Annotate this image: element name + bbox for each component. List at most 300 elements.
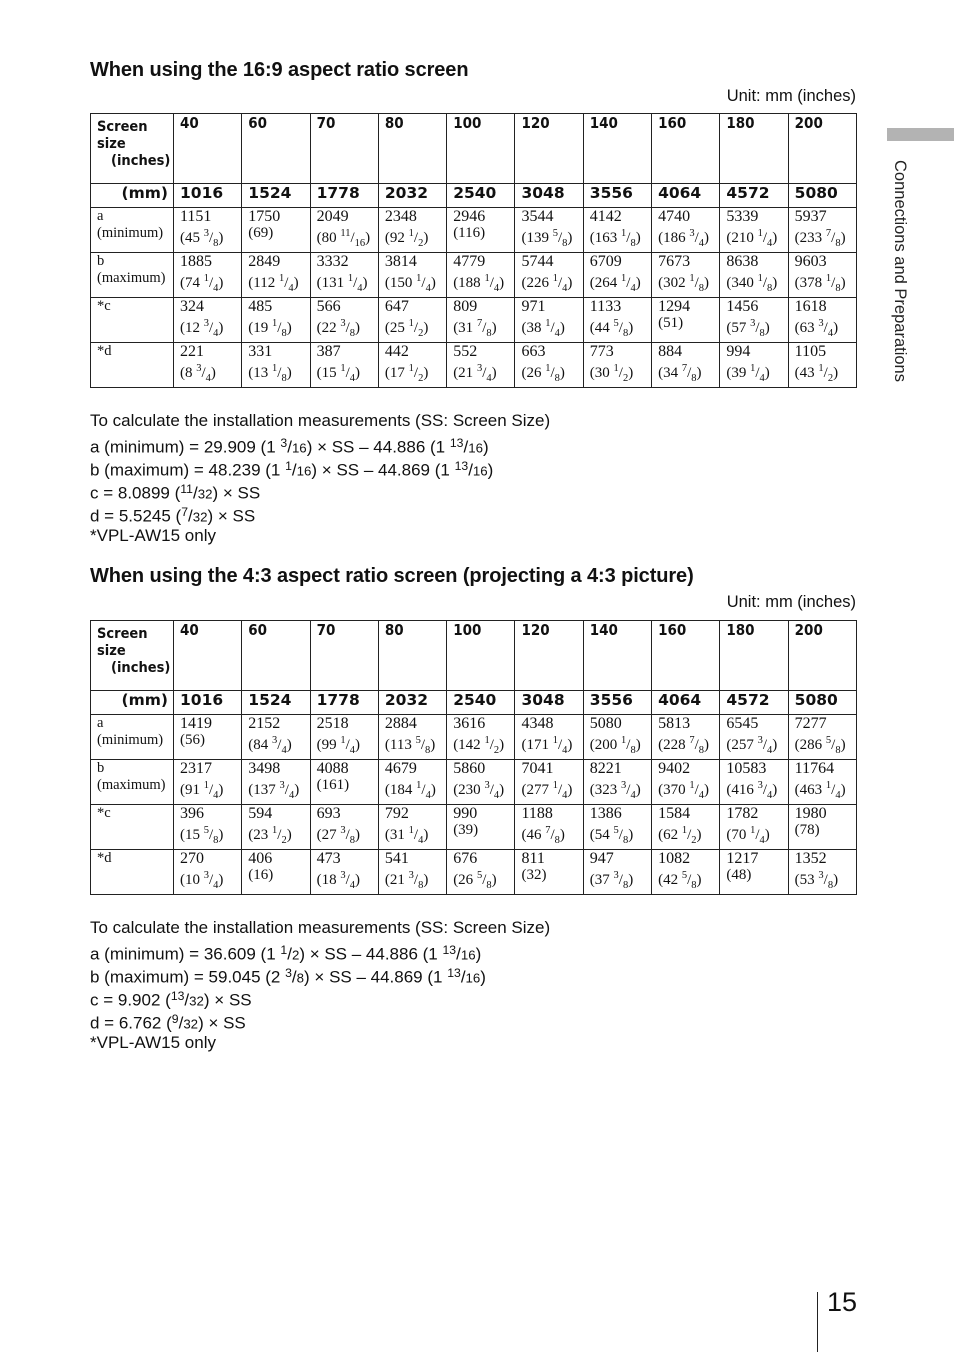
row-label-cell [91, 298, 174, 343]
value-mm: 1105 [794, 343, 827, 360]
row-label-main: *c [97, 298, 111, 314]
mm-cell: 2032 [378, 184, 446, 208]
inches-cell: 140 [583, 621, 651, 691]
row-label-cell [91, 208, 174, 253]
value-cell [788, 760, 856, 805]
value-inches: (463 $^1/_4$) [794, 780, 846, 801]
table-row [91, 760, 857, 805]
value-cell [447, 850, 515, 895]
value-cell [583, 343, 651, 388]
value-mm: 676 [453, 850, 478, 867]
value-cell [583, 760, 651, 805]
value-mm: 1618 [794, 298, 827, 315]
value-cell [378, 253, 446, 298]
value-mm: 387 [316, 343, 341, 360]
value-cell [310, 208, 378, 253]
value-cell [447, 208, 515, 253]
inches-cell: 100 [447, 114, 515, 184]
value-inches: (161) [316, 777, 350, 793]
table-4-3 [90, 620, 857, 895]
mm-cell: 2032 [378, 691, 446, 715]
value-inches: (188 $^1/_4$) [453, 273, 505, 294]
value-cell [174, 805, 242, 850]
value-inches: (39) [453, 822, 479, 838]
value-inches: (74 $^1/_4$) [180, 273, 224, 294]
value-mm: 2049 [316, 208, 349, 225]
value-cell [788, 208, 856, 253]
value-mm: 994 [726, 343, 751, 360]
inches-cell: 160 [652, 621, 720, 691]
inches-cell: 60 [242, 114, 310, 184]
mm-cell: 4572 [720, 691, 788, 715]
header-label-part: size [97, 136, 126, 152]
value-cell [378, 715, 446, 760]
value-cell [652, 760, 720, 805]
value-cell [652, 343, 720, 388]
value-inches: (54 $^5/_8$) [589, 825, 634, 846]
value-inches: (171 $^1/_4$) [521, 735, 573, 756]
mm-cell: 4572 [720, 184, 788, 208]
mm-cell: 3048 [515, 184, 583, 208]
mm-cell: 5080 [788, 184, 856, 208]
value-mm: 5339 [726, 208, 759, 225]
value-inches: (17 $^1/_2$) [384, 363, 429, 384]
table-row [91, 298, 857, 343]
value-cell [378, 760, 446, 805]
table-row [91, 805, 857, 850]
inches-cell: 180 [720, 114, 788, 184]
formula-line: d = 6.762 ($^9$/32) × SS [90, 1012, 246, 1033]
value-inches: (43 $^1/_2$) [794, 363, 839, 384]
value-mm: 647 [384, 298, 409, 315]
value-mm: 4142 [589, 208, 622, 225]
formula-line: *VPL-AW15 only [90, 526, 216, 545]
value-mm: 1294 [658, 298, 691, 315]
value-cell [242, 253, 310, 298]
value-inches: (22 $^3/_8$) [316, 318, 361, 339]
row-label-sub: (minimum) [97, 732, 164, 748]
value-mm: 947 [589, 850, 614, 867]
row-label-main: *d [97, 343, 112, 359]
inches-cell: 200 [788, 621, 856, 691]
mm-cell: 1016 [174, 691, 242, 715]
section-tab-bar [887, 128, 954, 141]
value-cell [515, 253, 583, 298]
value-mm: 2518 [316, 715, 349, 732]
value-cell [447, 343, 515, 388]
formula-line: *VPL-AW15 only [90, 1033, 216, 1052]
value-mm: 442 [384, 343, 409, 360]
value-mm: 566 [316, 298, 341, 315]
value-mm: 1386 [589, 805, 622, 822]
value-inches: (12 $^3/_4$) [180, 318, 224, 339]
value-mm: 2152 [248, 715, 281, 732]
formula-line: d = 5.5245 ($^7$/32) × SS [90, 505, 256, 526]
mm-cell: 4064 [652, 691, 720, 715]
value-cell [788, 715, 856, 760]
value-inches: (10 $^3/_4$) [180, 870, 224, 891]
value-mm: 1217 [726, 850, 759, 867]
inches-cell: 200 [788, 114, 856, 184]
mm-cell: 3048 [515, 691, 583, 715]
value-mm: 4779 [453, 253, 486, 270]
value-cell [447, 760, 515, 805]
value-cell [652, 850, 720, 895]
value-inches: (44 $^5/_8$) [589, 318, 634, 339]
value-mm: 5937 [794, 208, 827, 225]
value-inches: (26 $^1/_8$) [521, 363, 565, 384]
value-inches: (42 $^5/_8$) [658, 870, 702, 891]
value-cell [242, 850, 310, 895]
value-cell [583, 805, 651, 850]
value-inches: (323 $^3/_4$) [589, 780, 641, 801]
value-mm: 324 [180, 298, 204, 315]
value-mm: 9402 [658, 760, 691, 777]
value-inches: (56) [180, 732, 205, 748]
inches-cell: 40 [174, 621, 242, 691]
value-mm: 990 [453, 805, 478, 822]
value-mm: 792 [384, 805, 409, 822]
value-cell [447, 805, 515, 850]
value-mm: 1456 [726, 298, 759, 315]
value-cell [652, 715, 720, 760]
value-inches: (23 $^1/_2$) [248, 825, 292, 846]
value-mm: 2884 [384, 715, 417, 732]
value-inches: (233 $^7/_8$) [794, 228, 846, 249]
page-number-rule [817, 1292, 818, 1352]
value-mm: 594 [248, 805, 273, 822]
value-mm: 485 [248, 298, 273, 315]
unit-label-16-9: Unit: mm (inches) [726, 87, 856, 105]
value-cell [583, 253, 651, 298]
row-label-sub: (maximum) [97, 777, 166, 793]
value-inches: (142 $^1/_2$) [453, 735, 505, 756]
value-inches: (210 $^1/_4$) [726, 228, 778, 249]
value-cell [242, 805, 310, 850]
value-mm: 541 [384, 850, 409, 867]
mm-cell: 2540 [447, 184, 515, 208]
value-cell [720, 805, 788, 850]
value-cell [788, 253, 856, 298]
value-mm: 663 [521, 343, 546, 360]
value-mm: 7673 [658, 253, 691, 270]
value-inches: (39 $^1/_4$) [726, 363, 770, 384]
value-inches: (340 $^1/_8$) [726, 273, 778, 294]
inches-cell: 80 [378, 114, 446, 184]
formulas-4-3 [90, 916, 550, 1054]
value-inches: (37 $^3/_8$) [589, 870, 634, 891]
value-inches: (370 $^1/_4$) [658, 780, 709, 801]
value-inches: (46 $^7/_8$) [521, 825, 565, 846]
value-cell [174, 760, 242, 805]
value-inches: (18 $^3/_4$) [316, 870, 361, 891]
page-number: 15 [827, 1287, 858, 1317]
value-inches: (16) [248, 867, 274, 883]
value-mm: 8221 [589, 760, 622, 777]
value-cell [174, 715, 242, 760]
mm-cell: 1778 [310, 184, 378, 208]
value-inches: (30 $^1/_2$) [589, 363, 634, 384]
row-label-cell [91, 343, 174, 388]
value-cell [174, 298, 242, 343]
value-cell [788, 343, 856, 388]
value-inches: (112 $^1/_4$) [248, 273, 299, 294]
value-inches: (25 $^1/_2$) [384, 318, 429, 339]
value-inches: (62 $^1/_2$) [658, 825, 702, 846]
value-inches: (200 $^1/_8$) [589, 735, 641, 756]
value-mm: 1188 [521, 805, 553, 822]
value-cell [378, 343, 446, 388]
value-inches: (416 $^3/_4$) [726, 780, 778, 801]
section-tab-label: Connections and Preparations [891, 160, 909, 382]
value-inches: (63 $^3/_4$) [794, 318, 839, 339]
value-mm: 1750 [248, 208, 281, 225]
value-inches: (91 $^1/_4$) [180, 780, 224, 801]
header-label-part: Screen [97, 626, 148, 642]
header-label-cell [91, 114, 174, 184]
value-mm: 884 [658, 343, 683, 360]
value-cell [583, 850, 651, 895]
value-cell [720, 253, 788, 298]
heading-16-9: When using the 16:9 aspect ratio screen [90, 59, 469, 81]
value-mm: 6545 [726, 715, 759, 732]
formula-line: To calculate the installation measurements (SS: Screen Size) [90, 411, 551, 430]
value-mm: 406 [248, 850, 273, 867]
inches-cell: 160 [652, 114, 720, 184]
value-mm: 4679 [384, 760, 417, 777]
value-cell [310, 343, 378, 388]
inches-cell: 60 [242, 621, 310, 691]
value-inches: (13 $^1/_8$) [248, 363, 292, 384]
value-inches: (69) [248, 225, 274, 241]
value-inches: (116) [453, 225, 486, 241]
formula-line: b (maximum) = 48.239 (1 $^1$/16) × SS – 44.869 (1 $^{13}$/16) [90, 459, 494, 480]
value-mm: 3544 [521, 208, 554, 225]
table-row [91, 715, 857, 760]
value-inches: (21 $^3/_8$) [384, 870, 429, 891]
unit-label-4-3: Unit: mm (inches) [726, 593, 856, 611]
value-inches: (277 $^1/_4$) [521, 780, 573, 801]
value-cell [583, 208, 651, 253]
value-mm: 270 [180, 850, 204, 867]
value-cell [515, 760, 583, 805]
row-label-cell [91, 805, 174, 850]
value-cell [310, 760, 378, 805]
mm-cell: 3556 [583, 184, 651, 208]
value-cell [652, 253, 720, 298]
value-cell [447, 253, 515, 298]
inches-cell: 70 [310, 621, 378, 691]
value-inches: (257 $^3/_4$) [726, 735, 778, 756]
value-inches: (80 $^{11}/_{16}$) [316, 228, 371, 249]
row-label-main: *d [97, 850, 112, 866]
value-mm: 11764 [794, 760, 835, 777]
inches-cell: 180 [720, 621, 788, 691]
value-cell [310, 715, 378, 760]
formulas-16-9 [90, 409, 550, 547]
value-inches: (150 $^1/_4$) [384, 273, 436, 294]
value-cell [788, 298, 856, 343]
value-cell [515, 208, 583, 253]
value-mm: 1082 [658, 850, 691, 867]
value-mm: 811 [521, 850, 545, 867]
value-inches: (26 $^5/_8$) [453, 870, 497, 891]
value-mm: 2317 [180, 760, 212, 777]
table-row [91, 850, 857, 895]
table-row [91, 253, 857, 298]
value-inches: (53 $^3/_8$) [794, 870, 839, 891]
value-inches: (230 $^3/_4$) [453, 780, 505, 801]
mm-label-cell: (mm) [91, 184, 174, 208]
value-mm: 5744 [521, 253, 554, 270]
value-inches: (184 $^1/_4$) [384, 780, 436, 801]
value-inches: (78) [794, 822, 820, 838]
value-inches: (302 $^1/_8$) [658, 273, 709, 294]
value-inches: (45 $^3/_8$) [180, 228, 224, 249]
value-mm: 473 [316, 850, 341, 867]
value-cell [652, 208, 720, 253]
row-label-cell [91, 253, 174, 298]
row-label-main: *c [97, 805, 111, 821]
value-cell [515, 715, 583, 760]
value-mm: 6709 [589, 253, 622, 270]
value-cell [174, 850, 242, 895]
value-cell [720, 715, 788, 760]
value-cell [378, 208, 446, 253]
inches-cell: 100 [447, 621, 515, 691]
value-mm: 3616 [453, 715, 486, 732]
value-inches: (21 $^3/_4$) [453, 363, 497, 384]
value-cell [378, 805, 446, 850]
value-cell [720, 298, 788, 343]
value-cell [242, 208, 310, 253]
value-inches: (228 $^7/_8$) [658, 735, 709, 756]
value-cell [310, 805, 378, 850]
value-cell [788, 850, 856, 895]
formula-line: b (maximum) = 59.045 (2 $^3$/8) × SS – 44.869 (1 $^{13}$/16) [90, 966, 486, 987]
row-label-sub: (maximum) [97, 270, 166, 286]
mm-cell: 3556 [583, 691, 651, 715]
mm-cell: 4064 [652, 184, 720, 208]
value-cell [447, 715, 515, 760]
value-mm: 4348 [521, 715, 554, 732]
mm-cell: 1524 [242, 691, 310, 715]
value-mm: 809 [453, 298, 478, 315]
mm-cell: 1016 [174, 184, 242, 208]
row-label-cell [91, 715, 174, 760]
value-mm: 4088 [316, 760, 349, 777]
formula-line: c = 8.0899 ($^{11}$/32) × SS [90, 482, 261, 503]
value-mm: 7277 [794, 715, 827, 732]
table-header-row [91, 621, 857, 691]
value-inches: (34 $^7/_8$) [658, 363, 702, 384]
table-mm-row [91, 691, 857, 715]
table-header-row [91, 114, 857, 184]
value-inches: (378 $^1/_8$) [794, 273, 846, 294]
value-mm: 10583 [726, 760, 767, 777]
heading-4-3: When using the 4:3 aspect ratio screen (projecting a 4:3 picture) [90, 565, 694, 587]
value-inches: (113 $^5/_8$) [384, 735, 436, 756]
value-cell [515, 298, 583, 343]
value-inches: (48) [726, 867, 752, 883]
value-inches: (57 $^3/_8$) [726, 318, 770, 339]
formula-line: a (minimum) = 29.909 (1 $^3$/16) × SS – 44.886 (1 $^{13}$/16) [90, 436, 489, 457]
value-inches: (19 $^1/_8$) [248, 318, 292, 339]
value-cell [515, 850, 583, 895]
value-inches: (31 $^1/_4$) [384, 825, 429, 846]
formula-line: c = 9.902 ($^{13}$/32) × SS [90, 989, 252, 1010]
value-inches: (32) [521, 867, 547, 883]
value-cell [310, 850, 378, 895]
value-inches: (92 $^1/_2$) [384, 228, 429, 249]
value-mm: 331 [248, 343, 273, 360]
value-cell [652, 805, 720, 850]
table-mm-row [91, 184, 857, 208]
table-row [91, 208, 857, 253]
value-inches: (163 $^1/_8$) [589, 228, 641, 249]
value-mm: 5080 [589, 715, 622, 732]
formula-line: To calculate the installation measurements (SS: Screen Size) [90, 918, 551, 937]
value-cell [652, 298, 720, 343]
value-cell [378, 298, 446, 343]
row-label-main: b [97, 760, 105, 776]
value-cell [447, 298, 515, 343]
value-mm: 1782 [726, 805, 759, 822]
value-inches: (31 $^7/_8$) [453, 318, 497, 339]
inches-cell: 120 [515, 621, 583, 691]
value-mm: 1885 [180, 253, 212, 270]
value-mm: 5860 [453, 760, 486, 777]
value-inches: (99 $^1/_4$) [316, 735, 361, 756]
value-cell [242, 715, 310, 760]
value-inches: (137 $^3/_4$) [248, 780, 300, 801]
value-mm: 2348 [384, 208, 417, 225]
value-cell [720, 208, 788, 253]
value-cell [788, 805, 856, 850]
row-label-main: b [97, 253, 105, 269]
value-cell [174, 343, 242, 388]
value-cell [242, 343, 310, 388]
row-label-cell [91, 850, 174, 895]
value-mm: 1352 [794, 850, 827, 867]
value-cell [378, 850, 446, 895]
value-mm: 7041 [521, 760, 554, 777]
row-label-sub: (minimum) [97, 225, 164, 241]
value-cell [515, 343, 583, 388]
mm-cell: 1778 [310, 691, 378, 715]
value-inches: (186 $^3/_4$) [658, 228, 709, 249]
value-inches: (286 $^5/_8$) [794, 735, 846, 756]
value-inches: (226 $^1/_4$) [521, 273, 573, 294]
value-cell [515, 805, 583, 850]
row-label-main: a [97, 715, 104, 731]
value-mm: 5813 [658, 715, 691, 732]
value-inches: (51) [658, 315, 684, 331]
value-mm: 9603 [794, 253, 827, 270]
row-label-main: a [97, 208, 104, 224]
mm-cell: 1524 [242, 184, 310, 208]
value-mm: 552 [453, 343, 478, 360]
value-mm: 2946 [453, 208, 486, 225]
inches-cell: 120 [515, 114, 583, 184]
value-inches: (8 $^3/_4$) [180, 363, 216, 384]
row-label-cell [91, 760, 174, 805]
mm-label-cell: (mm) [91, 691, 174, 715]
value-mm: 2849 [248, 253, 281, 270]
mm-cell: 2540 [447, 691, 515, 715]
value-cell [174, 253, 242, 298]
value-cell [583, 715, 651, 760]
